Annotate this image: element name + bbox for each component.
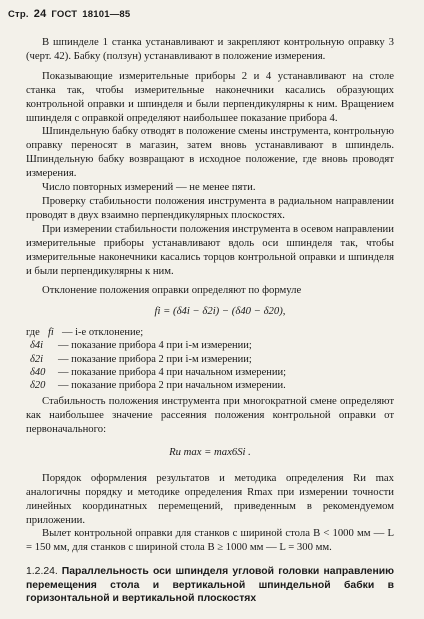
page-header	[8, 8, 135, 20]
definition-row	[26, 339, 394, 352]
deviation-formula: fi = (δ4i − δ2i) − (δ40 − δ20),	[154, 305, 286, 318]
page-label: Стр.	[8, 9, 29, 20]
definition-row	[26, 326, 394, 339]
definition-symbol: δ2i	[30, 353, 44, 365]
paragraph: Число повторных измерений — не менее пяти.	[42, 181, 256, 194]
definition-text: — i-е отклонение;	[62, 327, 144, 339]
definition-row	[26, 353, 394, 366]
definition-symbol: fi	[48, 327, 54, 339]
where-label: где	[26, 327, 40, 339]
stability-formula: Rи max = max6Si .	[169, 445, 251, 458]
section-title: Параллельность оси шпинделя угловой головки направлению перемещения стола и вертикальной шпиндельной бабки в горизонтальной и вертикальной плоскостях	[26, 566, 394, 605]
paragraph: Порядок оформления результатов и методика определения Rи max аналогичны порядку и методике определения Rmax при измерении точности линейных координатных перемещений, приведенным в рекомендуемом приложении.	[26, 471, 394, 526]
definition-text: — показание прибора 4 при начальном измерении;	[58, 366, 287, 378]
definitions-list	[26, 326, 394, 392]
paragraph: Шпиндельную бабку отводят в положение смены инструмента, контрольную оправку переносят в магазин, затем вновь устанавливают в шпиндель. Шпиндельную бабку возвращают в исходное положение, где вновь проводят измерения.	[26, 125, 394, 180]
definition-symbol: δ40	[30, 366, 46, 378]
definition-row	[26, 379, 394, 392]
definition-symbol: δ4i	[30, 340, 44, 352]
page-number: 24	[33, 8, 47, 20]
definition-text: — показание прибора 4 при i-м измерении;	[58, 340, 252, 352]
paragraph: Отклонение положения оправки определяют по формуле	[42, 284, 302, 297]
standard-label: ГОСТ	[51, 9, 78, 20]
standard-number: 18101—85	[82, 9, 131, 20]
paragraph: Вылет контрольной оправки для станков с шириной стола B < 1000 мм — L = 150 мм, для станков с шириной стола B ≥ 1000 мм — L = 300 мм.	[26, 527, 394, 554]
paragraph: В шпинделе 1 станка устанавливают и закрепляют контрольную оправку 3 (черт. 42). Бабку (ползун) устанавливают в положение измерения.	[26, 36, 394, 62]
paragraph: Стабильность положения инструмента при многократной смене определяют как наибольшее значение рассеяния положения контрольной оправки от первоначального:	[26, 395, 394, 436]
section-number: 1.2.24.	[26, 566, 58, 578]
definition-symbol: δ20	[30, 380, 46, 392]
paragraph: Показывающие измерительные приборы 2 и 4 устанавливают на столе станка так, чтобы измерительные наконечники касались образующих контрольной оправки и шпинделя и были перпендикулярны к ним. Вращением шпинделя с оправкой определяют наибольшее показание прибора 4.	[26, 69, 394, 124]
main-text	[26, 36, 394, 606]
paragraph: Проверку стабильности положения инструмента в радиальном направлении проводят в двух взаимно перпендикулярных плоскостях.	[26, 194, 394, 221]
section-heading	[26, 565, 394, 606]
paragraph: При измерении стабильности положения инструмента в осевом направлении измерительные приборы устанавливают вдоль оси шпинделя так, чтобы измерительные наконечники касались торцов контрольной оправки и шпинделя и были перпендикулярны к ним.	[26, 222, 394, 277]
definition-row	[26, 366, 394, 379]
definition-text: — показание прибора 2 при начальном измерении.	[58, 380, 286, 392]
definition-text: — показание прибора 2 при i-м измерении;	[58, 353, 252, 365]
